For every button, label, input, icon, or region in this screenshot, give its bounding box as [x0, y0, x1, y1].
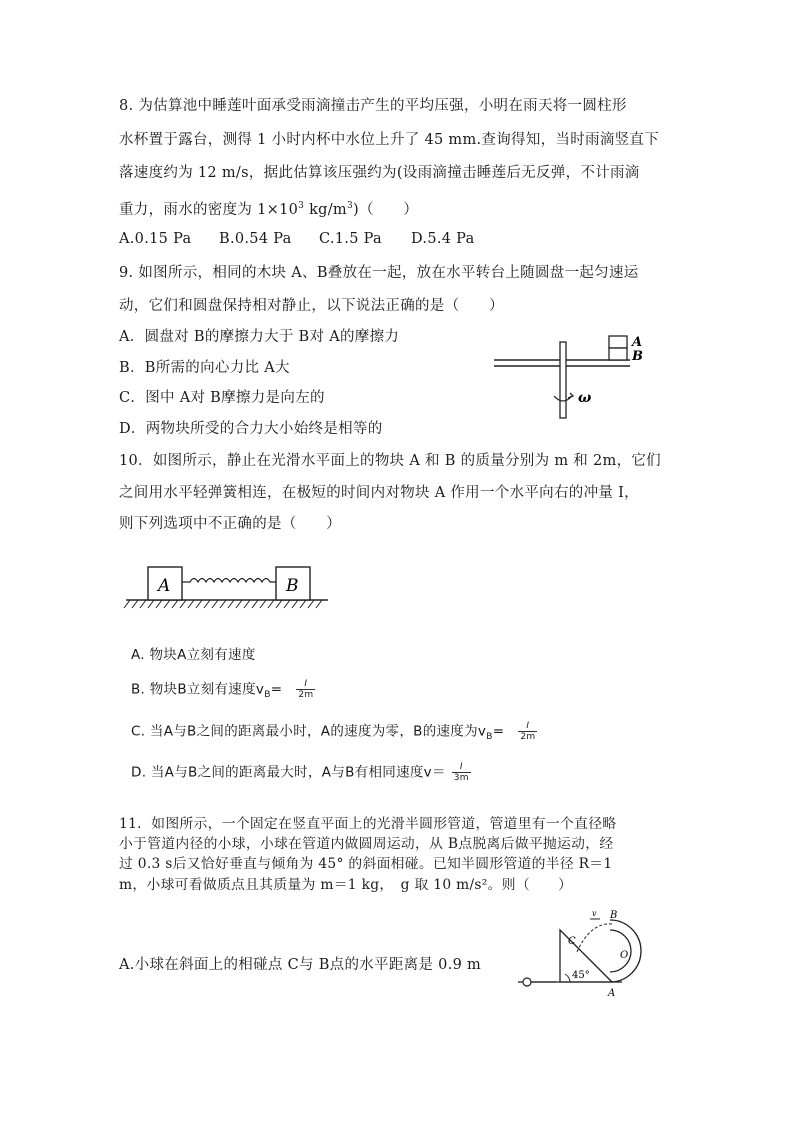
- q10-option-a: A. 物块A立刻有速度: [131, 647, 256, 663]
- block-b-label: B: [632, 349, 643, 364]
- fraction-denominator: 2m: [298, 690, 314, 700]
- block-b: [609, 348, 627, 360]
- fraction-numerator: I: [296, 679, 315, 690]
- q9-option-d: D．两物块所受的合力大小始终是相等的: [119, 421, 383, 437]
- ground-hatching: [124, 600, 322, 608]
- block-b-label: B: [286, 576, 299, 596]
- q9-option-b: B．B所需的向心力比 A大: [119, 360, 290, 376]
- block-a-label: A: [632, 335, 643, 350]
- point-a-label: A: [608, 988, 616, 999]
- turntable-figure: [490, 330, 650, 420]
- spring: [182, 579, 276, 583]
- q10-line-2: 之间用水平轻弹簧相连，在极短的时间内对物块 A 作用一个水平向右的冲量 I，: [119, 485, 639, 501]
- q8-line-2: 水杯置于露台，测得 1 小时内杯中水位上升了 45 mm.查询得知，当时雨滴竖直下: [119, 132, 660, 148]
- q10-option-c-sub: B: [486, 732, 493, 743]
- fraction-denominator: 2m: [520, 732, 536, 742]
- q11-option-a: A.小球在斜面上的相碰点 C与 B点的水平距离是 0.9 m: [119, 957, 482, 973]
- q11-line-2: 小于管道内径的小球，小球在管道内做圆周运动，从 B点脱离后做平抛运动，经: [119, 836, 614, 852]
- q8-line-4-post: )（ ）: [353, 201, 419, 218]
- q10-option-b-sub: B: [264, 690, 271, 701]
- q10-option-c-eq: =: [492, 723, 505, 740]
- block-a-label: A: [158, 576, 171, 596]
- q10-option-c-text: C. 当A与B之间的距离最小时，A的速度为零，B的速度为v: [131, 723, 487, 740]
- q8-option-b: B.0.54 Pa: [219, 231, 292, 247]
- fraction-numerator: I: [452, 762, 471, 773]
- spring-blocks-figure: [122, 562, 332, 612]
- q10-option-b-text: B. 物块B立刻有速度v: [131, 681, 265, 698]
- q9-line-2: 动，它们和圆盘保持相对静止，以下说法正确的是（ ）: [119, 298, 504, 314]
- q8-exponent-2: 3: [346, 201, 354, 211]
- rotation-arrowhead: [568, 393, 573, 398]
- q8-option-a: A.0.15 Pa: [119, 231, 192, 247]
- q9-option-c: C．图中 A对 B摩擦力是向左的: [119, 390, 325, 406]
- q10-option-d-text: D. 当A与B之间的距离最大时，A与B有相同速度v＝: [131, 764, 446, 781]
- q9-line-1: 9. 如图所示，相同的木块 A、B叠放在一起，放在水平转台上随圆盘一起匀速运: [119, 265, 639, 281]
- q8-option-c: C.1.5 Pa: [319, 231, 383, 247]
- q8-line-4-mid: kg/m: [304, 201, 347, 218]
- q8-options: [119, 229, 475, 249]
- q10-option-c: [131, 721, 537, 747]
- rotation-axis: [560, 342, 566, 418]
- q10-option-b: [131, 679, 315, 705]
- q10-option-b-fraction: [296, 679, 315, 700]
- fraction-denominator: 3m: [453, 773, 469, 783]
- fraction-numerator: I: [518, 721, 537, 732]
- center-o-label: O: [620, 950, 629, 961]
- ball: [523, 978, 531, 986]
- q8-line-4-pre: 重力，雨水的密度为 1×10: [119, 201, 299, 218]
- angle-label: 45°: [572, 970, 590, 981]
- q10-line-3: 则下列选项中不正确的是（ ）: [119, 516, 341, 532]
- q8-line-3: 落速度约为 12 m/s，据此估算该压强约为(设雨滴撞击睡莲后无反弹，不计雨滴: [119, 165, 640, 181]
- q10-line-1: 10．如图所示，静止在光滑水平面上的物块 A 和 B 的质量分别为 m 和 2m，它们: [119, 453, 661, 469]
- point-b-label: B: [610, 910, 618, 921]
- q10-option-d: [131, 762, 471, 783]
- q10-option-c-fraction: [518, 721, 537, 742]
- q11-line-4: m，小球可看做质点且其质量为 m＝1 kg， g 取 10 m/s²。则（ ）: [119, 877, 573, 893]
- q8-line-1: 8. 为估算池中睡莲叶面承受雨滴撞击产生的平均压强，小明在雨天将一圆柱形: [119, 98, 627, 114]
- q11-line-1: 11．如图所示，一个固定在竖直平面上的光滑半圆形管道，管道里有一个直径略: [119, 816, 617, 832]
- q9-option-a: A．圆盘对 B的摩擦力大于 B对 A的摩擦力: [119, 329, 400, 345]
- semicircle-pipe-figure: [518, 908, 678, 1000]
- velocity-v-label: v: [592, 909, 597, 918]
- q8-line-4: [119, 196, 418, 220]
- q10-option-b-eq: =: [270, 681, 283, 698]
- point-c-label: C: [568, 936, 576, 947]
- q8-exponent-1: 3: [298, 201, 305, 211]
- q11-line-3: 过 0.3 s后又恰好垂直与倾角为 45° 的斜面相碰。已知半圆形管道的半径 R＝1: [119, 856, 613, 872]
- omega-label: ω: [578, 390, 592, 406]
- block-a: [609, 336, 627, 348]
- q10-option-d-fraction: [452, 762, 471, 783]
- trajectory: [576, 924, 612, 954]
- q8-option-d: D.5.4 Pa: [411, 231, 475, 247]
